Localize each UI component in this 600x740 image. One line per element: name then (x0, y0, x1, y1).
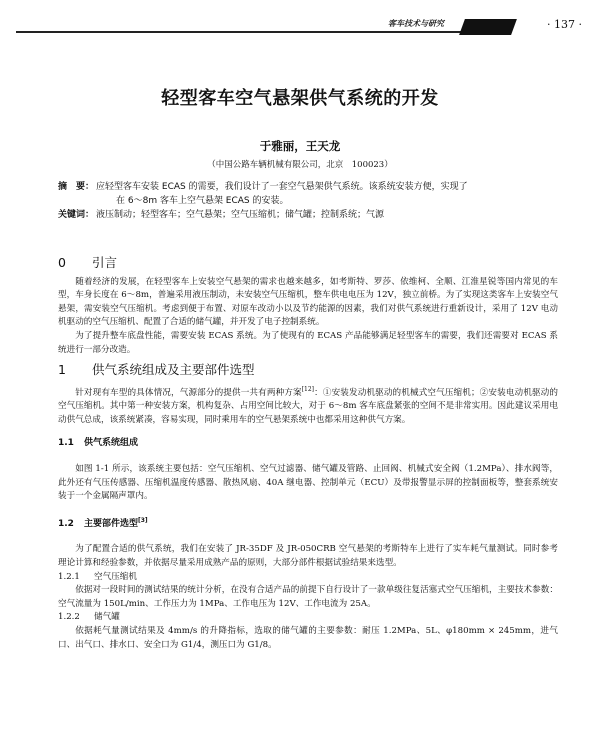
paragraph: 为了提升整车底盘性能，需要安装 ECAS 系统。为了使现有的 ECAS 产品能够满足轻型客车的需要，我们还需要对 ECAS 系统进行一部分改造。 (58, 330, 558, 355)
subsection-number: 1.2 (58, 518, 74, 529)
subsubsection-title: 储气罐 (94, 612, 120, 623)
authors: 于雅丽，王天龙 (259, 139, 341, 153)
paragraph: 随着经济的发展，在轻型客车上安装空气悬架的需求也越来越多，如考斯特、罗莎、依维柯、全顺、江淮星锐等国内常见的车型，车身长度在 6～8m，普遍采用液压制动，未安装空气压缩机，整车供电电压为 12V，独立前桥。为了实现这类客车上安装空气悬架，需安装空气压缩机。考虑到便于布置、对原车改动小以及节约能源的因素，我们对供气系统进行重新设计，采用了 12V 电动机驱动的空气压缩机、配置了合适的储气罐，并开发了电子控制系统。 (58, 276, 558, 328)
subsubsection-number: 1.2.1 (58, 571, 80, 582)
subsubsection-title: 空气压缩机 (94, 571, 137, 582)
section-heading-0 (58, 256, 558, 270)
section-title: 引言 (92, 255, 118, 270)
subsection-heading-1-2 (58, 514, 558, 532)
journal-name: 客车技术与研究 (388, 19, 444, 28)
subsection-title: 主要部件选型 (84, 518, 139, 529)
abstract-text-2: 在 6～8m 客车上空气悬架 ECAS 的安装。 (116, 196, 289, 206)
subsubsection-number: 1.2.2 (58, 612, 80, 623)
paragraph: 如图 1-1 所示，该系统主要包括：空气压缩机、空气过滤器、储气罐及管路、止回阀、机械式安全阀（1.2MPa）、排水阀等，此外还有气压传感器、压缩机温度传感器、散热风扇、40A 继电器、控制单元（ECU）及带报警显示屏的控制面板等，整套系统安装于一个金属隔声罩内。 (58, 463, 558, 502)
paper-title: 轻型客车空气悬架供气系统的开发 (161, 88, 439, 109)
affiliation: （中国公路车辆机械有限公司，北京 100023） (207, 160, 393, 170)
citation: [12] (301, 385, 315, 393)
citation: [3] (138, 516, 148, 524)
paragraph: 依据耗气量测试结果及 4mm/s 的升降指标，选取的储气罐的主要参数：耐压 1.2MPa、5L、φ180mm × 245mm，进气口、出气口、排水口、安全口为 G1/4，测压口为 G1/8。 (58, 625, 558, 650)
abstract-label: 摘 要： (58, 182, 95, 192)
paragraph: 依据对一段时间的测试结果的统计分析，在没有合适产品的前提下自行设计了一款单级往复活塞式空气压缩机，主要技术参数：空气流量为 150L/min、工作压力为 1MPa、工作电压为 12V、工作电流为 25A。 (58, 585, 558, 609)
section-number: 1 (58, 362, 66, 378)
section-number: 0 (58, 255, 66, 270)
abstract-text-1: 应轻型客车安装 ECAS 的需要，我们设计了一套空气悬架供气系统。该系统安装方便，实现了 (96, 182, 468, 192)
keywords-label: 关键词： (58, 210, 95, 220)
running-head (16, 14, 584, 36)
header-rule (16, 31, 504, 33)
article-body (58, 250, 558, 652)
subsubsection-heading-1-2-2 (58, 611, 558, 625)
subsection-number: 1.1 (58, 438, 74, 449)
abstract-block (58, 180, 556, 222)
subsection-heading-1-1 (58, 437, 558, 451)
abstract-line (58, 180, 556, 194)
text-run: ：①安装发动机驱动的机械式空气压缩机；②安装电动机驱动的空气压缩机。其中第一种安装方案，机构复杂、占用空间比较大，对于 6～8m 客车底盘紧张的空间不是非常实用。因此建议采用电动供气总成，该系统紧凑，容易实现，同时乘用车的空气悬架系统中也都采用这种供气方案。 (58, 387, 558, 425)
keywords-text: 液压制动；轻型客车；空气悬架；空气压缩机；储气罐；控制系统；气源 (96, 210, 385, 220)
subsection-title: 供气系统组成 (84, 438, 139, 449)
section-heading-1 (58, 363, 558, 377)
paragraph (58, 383, 558, 428)
header-black-bar (459, 19, 517, 35)
section-title: 供气系统组成及主要部件选型 (92, 362, 255, 378)
subsubsection-heading-1-2-1 (58, 571, 558, 585)
paragraph: 为了配置合适的供气系统，我们在安装了 JR-35DF 及 JR-050CRB 空气悬架的考斯特车上进行了实车耗气量测试。同时参考理论计算和经验参数，并依据尽量采用成熟产品的原则，大部分部件根据试验结果来选型。 (58, 544, 558, 568)
page-number: · 137 · (547, 18, 582, 31)
text-run: 针对现有车型的具体情况，气源部分的提供一共有两种方案 (75, 387, 302, 398)
keywords-line (58, 208, 556, 222)
